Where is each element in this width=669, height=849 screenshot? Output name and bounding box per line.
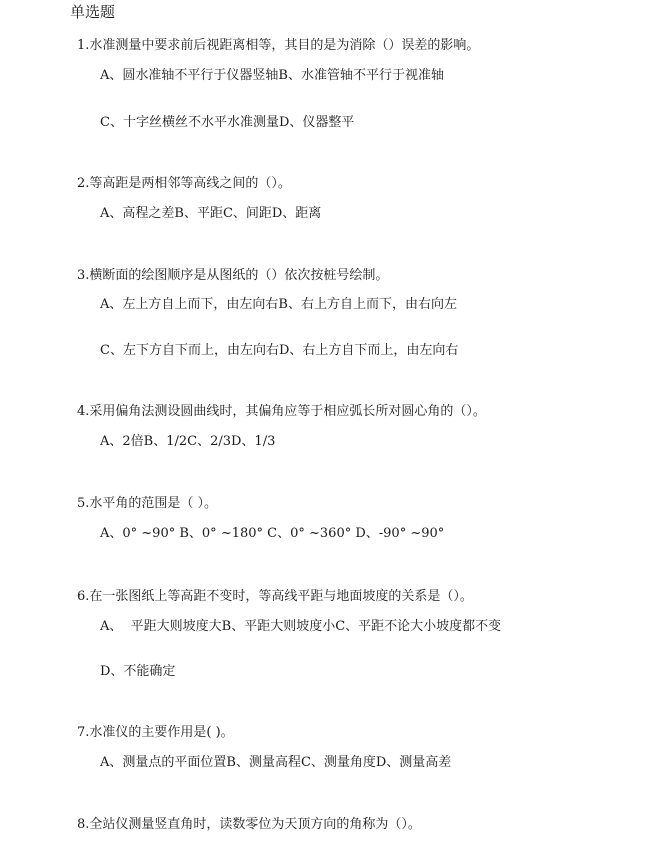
question-8-stem: 8.全站仪测量竖直角时，读数零位为天顶方向的角称为（）。 xyxy=(77,817,421,832)
question-2-stem: 2.等高距是两相邻等高线之间的（）。 xyxy=(77,176,291,191)
question-1-options-line-1: A、圆水准轴不平行于仪器竖轴B、水准管轴不平行于视准轴 xyxy=(100,68,444,83)
question-6-stem: 6.在一张图纸上等高距不变时，等高线平距与地面坡度的关系是（）。 xyxy=(77,589,473,604)
question-7-options-line-1: A、测量点的平面位置B、测量高程C、测量角度D、测量高差 xyxy=(100,755,452,770)
section-title: 单选题 xyxy=(70,3,116,21)
question-3-stem: 3.横断面的绘图顺序是从图纸的（）依次按桩号绘制。 xyxy=(77,268,389,283)
question-5-stem: 5.水平角的范围是（ ）。 xyxy=(77,496,218,511)
question-3-options-line-1: A、左上方自上而下，由左向右B、右上方自上而下，由右向左 xyxy=(100,297,457,312)
question-1-stem: 1.水准测量中要求前后视距离相等，其目的是为消除（）误差的影响。 xyxy=(77,38,480,53)
question-6-options-line-2: D、不能确定 xyxy=(100,664,176,679)
question-4-stem: 4.采用偏角法测设圆曲线时，其偏角应等于相应弧长所对圆心角的（）。 xyxy=(77,404,486,419)
question-6-options-line-1: A、 平距大则坡度大B、平距大则坡度小C、平距不论大小坡度都不变 xyxy=(100,619,502,634)
question-7-stem: 7.水准仪的主要作用是( )。 xyxy=(77,725,234,740)
question-4-options-line-1: A、2倍B、1/2C、2/3D、1/3 xyxy=(100,434,276,449)
question-5-options-line-1: A、0° ~90° B、0° ~180° C、0° ~360° D、-90° ~90° xyxy=(100,526,445,541)
question-1-options-line-2: C、十字丝横丝不水平水准测量D、仪器整平 xyxy=(100,115,355,130)
question-3-options-line-2: C、左下方自下而上，由左向右D、右上方自下而上，由左向右 xyxy=(100,343,459,358)
question-2-options-line-1: A、高程之差B、平距C、间距D、距离 xyxy=(100,206,322,221)
